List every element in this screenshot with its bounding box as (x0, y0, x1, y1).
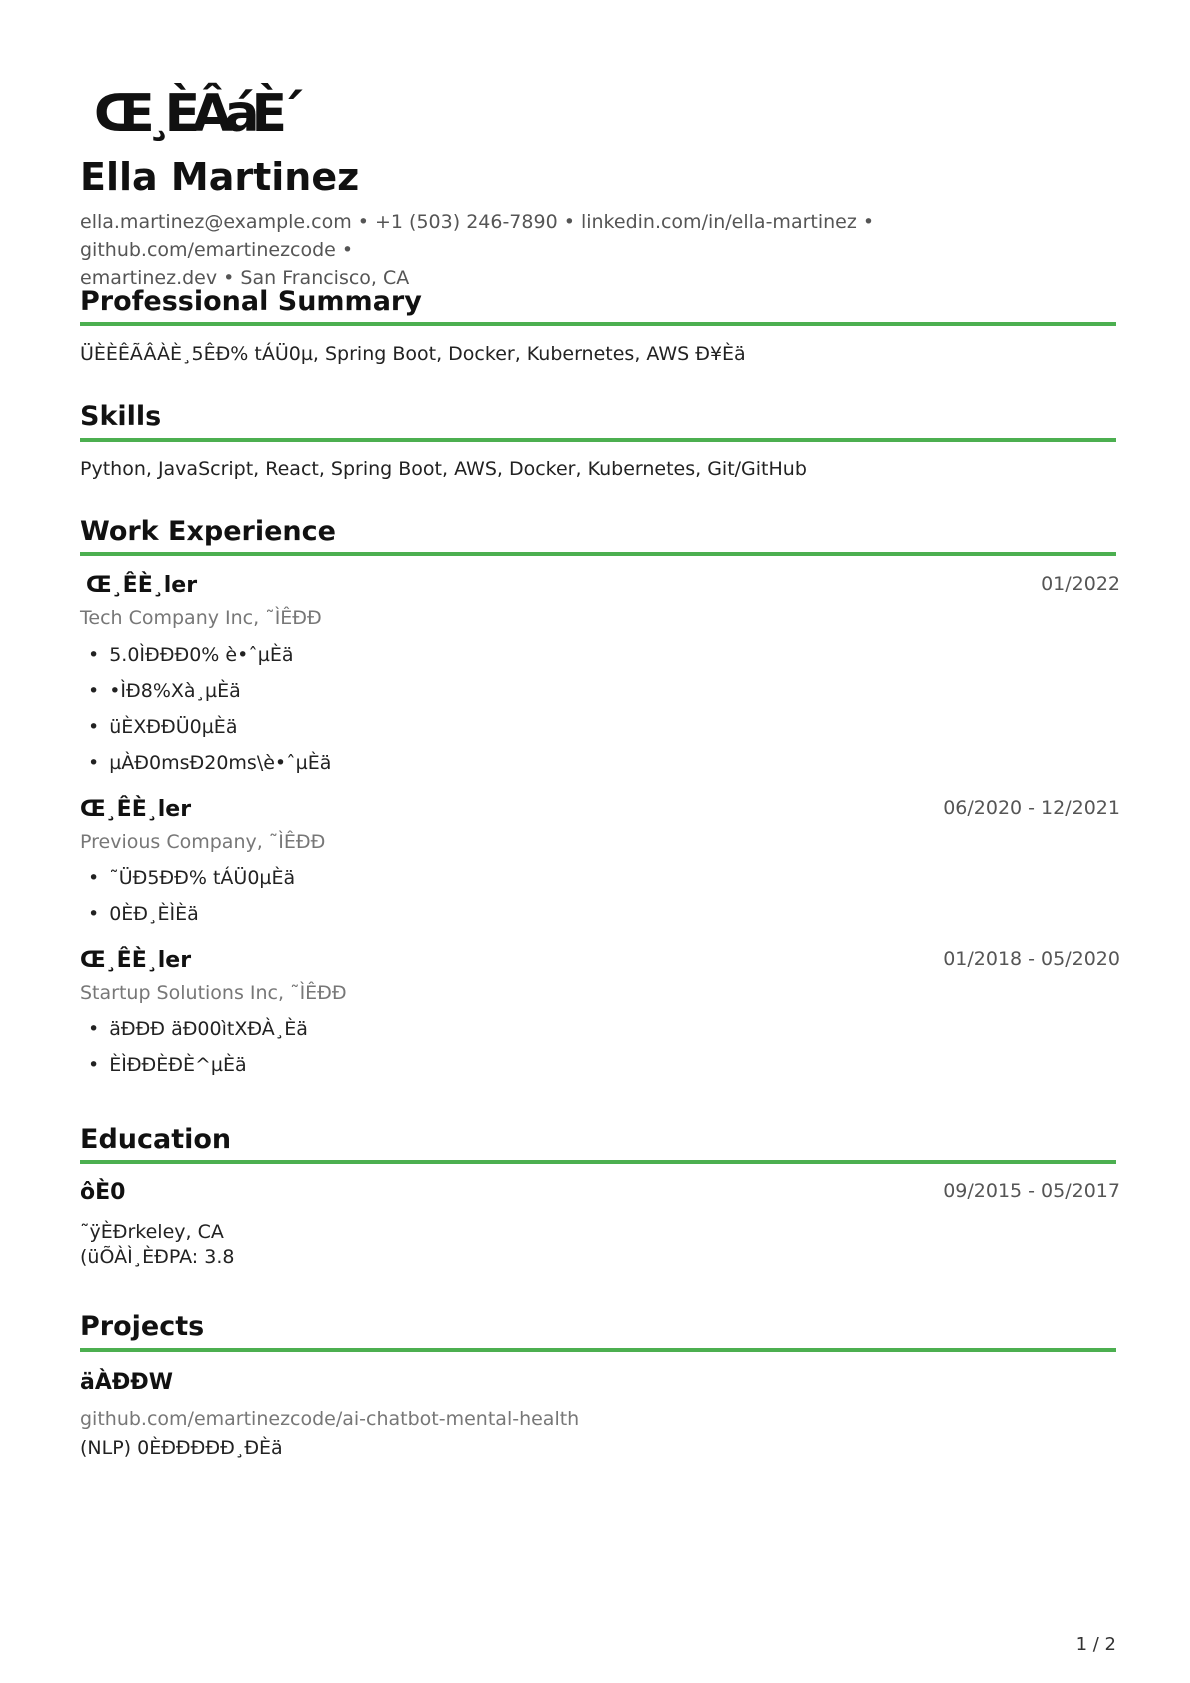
education-divider (80, 1160, 1116, 1164)
job-company: Previous Company, ˜ÌÊÐÐ (80, 831, 326, 853)
job-date: 06/2020 - 12/2021 (943, 797, 1120, 819)
degree-title: ôÈ0 (80, 1180, 126, 1205)
projects-divider (80, 1348, 1116, 1352)
job-bullet: • üÈXÐÐÜ0µÈä (88, 716, 237, 738)
project-link[interactable]: github.com/emartinezcode/ai-chatbot-mental-health (80, 1408, 580, 1430)
skills-heading: Skills (80, 401, 162, 432)
job-bullet: • ÈÌÐÐÈÐÈ^µÈä (88, 1054, 247, 1076)
contact-line-1: ella.martinez@example.com • +1 (503) 246-7890 • linkedin.com/in/ella-martinez • github.com/emartinezcode • (80, 211, 875, 261)
job-bullet: • 5.0ÌÐÐÐ0% è•ˆµÈä (88, 644, 294, 666)
project-name: äÀÐÐW (80, 1370, 174, 1395)
job-bullet: • •ÌÐ8%Xà¸µÈä (88, 680, 241, 702)
education-heading: Education (80, 1124, 232, 1155)
summary-text: ÜÈÈÊÃÂÀÈ¸5ÊÐ% tÁÜ0µ, Spring Boot, Docker, Kubernetes, AWS Ð¥Èä (80, 343, 746, 365)
education-date: 09/2015 - 05/2017 (943, 1180, 1120, 1202)
job-title: Œ¸ÊÈ¸ler (80, 797, 192, 822)
summary-divider (80, 322, 1116, 326)
school-location: ˜ÿÈÐrkeley, CA (80, 1221, 224, 1243)
gpa: (üÕÀÌ¸ÈÐPA: 3.8 (80, 1246, 235, 1268)
projects-heading: Projects (80, 1311, 205, 1342)
job-title: Œ¸ÊÈ¸ler (80, 948, 192, 973)
job-bullet: • µÀÐ0msÐ20ms\è•ˆµÈä (88, 752, 331, 774)
job-bullet: • 0ÈÐ¸ÈÌÈä (88, 903, 199, 925)
skills-divider (80, 438, 1116, 442)
job-bullet: • äÐÐÐ äÐ00ìtXÐÀ¸Èä (88, 1018, 308, 1040)
resume-title: Œ¸ÈÂáÈ´ (94, 84, 298, 144)
job-company: Startup Solutions Inc, ˜ÌÊÐÐ (80, 982, 347, 1004)
contact-info (80, 208, 1120, 292)
experience-heading: Work Experience (80, 516, 336, 547)
job-date: 01/2018 - 05/2020 (943, 948, 1120, 970)
summary-heading: Professional Summary (80, 286, 422, 317)
job-date: 01/2022 (1041, 573, 1120, 595)
experience-divider (80, 552, 1116, 556)
job-title: Œ¸ÊÈ¸ler (86, 573, 198, 598)
skills-text: Python, JavaScript, React, Spring Boot, AWS, Docker, Kubernetes, Git/GitHub (80, 458, 807, 480)
contact-line-2: emartinez.dev • San Francisco, CA (80, 267, 410, 289)
project-bullet: (NLP) 0ÈÐÐÐÐÐ¸ÐÈä (80, 1437, 283, 1459)
job-company: Tech Company Inc, ˜ÌÊÐÐ (80, 607, 322, 629)
job-bullet: • ˜ÜÐ5ÐÐ% tÁÜ0µÈä (88, 867, 295, 889)
page-number: 1 / 2 (1075, 1634, 1116, 1655)
candidate-name: Ella Martinez (80, 155, 360, 199)
